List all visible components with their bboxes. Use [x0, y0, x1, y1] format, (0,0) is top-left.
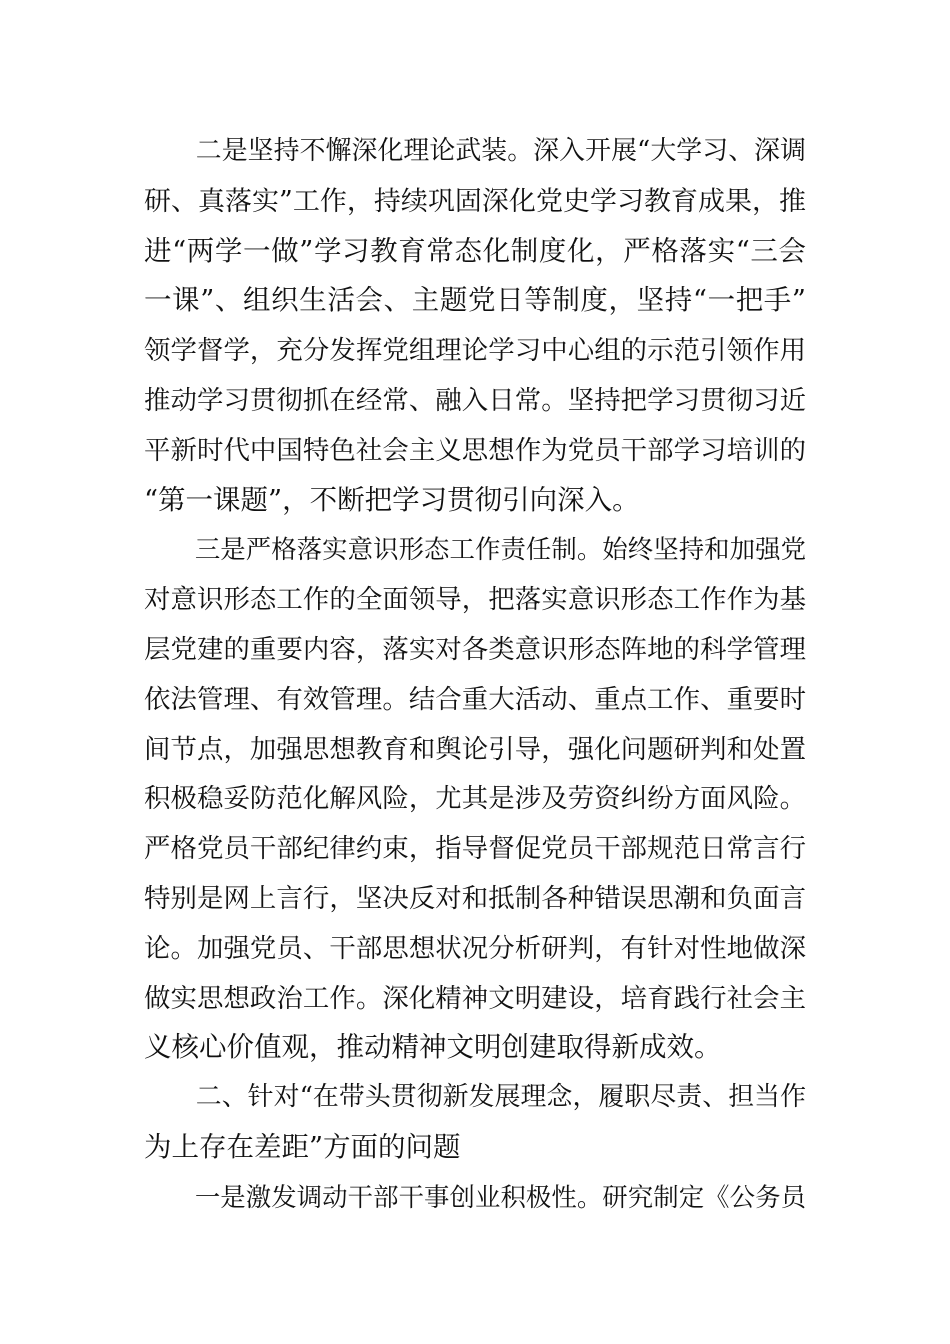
text-line: 层党建的重要内容，落实对各类意识形态阵地的科学管理	[144, 633, 806, 665]
text-line: 一课”、组织生活会、主题党日等制度，坚持“一把手”	[144, 284, 806, 317]
text-line: 依法管理、有效管理。结合重大活动、重点工作、重要时	[144, 683, 806, 715]
text-line: 间节点，加强思想教育和舆论引导，强化问题研判和处置	[144, 733, 806, 765]
paragraph-ideology-responsibility	[144, 525, 806, 1073]
paragraph-theory-study	[144, 127, 806, 525]
text-line: 为上存在差距”方面的问题	[144, 1130, 461, 1163]
text-line: 二是坚持不懈深化理论武装。深入开展“大学习、深调	[195, 136, 806, 166]
text-line: 三是严格落实意识形态工作责任制。始终坚持和加强党	[194, 534, 806, 565]
text-line: 积极稳妥防范化解风险，尤其是涉及劳资纠纷方面风险。	[144, 783, 806, 815]
text-line: 一是激发调动干部干事创业积极性。研究制定《公务员	[194, 1181, 806, 1212]
document-body	[144, 127, 806, 1223]
text-line: 特别是网上言行，坚决反对和抵制各种错误思潮和负面言	[144, 882, 806, 914]
text-line: 义核心价值观，推动精神文明创建取得新成效。	[144, 1031, 722, 1064]
text-line: 进“两学一做”学习教育常态化制度化，严格落实“三会	[144, 234, 806, 267]
text-line: 做实思想政治工作。深化精神文明建设，培育践行社会主	[144, 982, 806, 1014]
text-line: 推动学习贯彻抓在经常、融入日常。坚持把学习贯彻习近	[144, 384, 806, 416]
paragraph-motivate-cadres	[144, 1173, 806, 1223]
section-heading-new-development	[144, 1073, 806, 1173]
text-line: “第一课题”，不断把学习贯彻引向深入。	[144, 483, 640, 516]
text-line: 领学督学，充分发挥党组理论学习中心组的示范引领作用	[144, 335, 806, 367]
text-line: 对意识形态工作的全面领导，把落实意识形态工作作为基	[144, 584, 806, 616]
text-line: 论。加强党员、干部思想状况分析研判，有针对性地做深	[144, 932, 806, 964]
text-line: 平新时代中国特色社会主义思想作为党员干部学习培训的	[144, 434, 806, 466]
text-line: 研、真落实”工作，持续巩固深化党史学习教育成果，推	[144, 185, 806, 217]
text-line: 严格党员干部纪律约束，指导督促党员干部规范日常言行	[144, 833, 806, 865]
text-line: 二、针对“在带头贯彻新发展理念，履职尽责、担当作	[195, 1082, 806, 1113]
